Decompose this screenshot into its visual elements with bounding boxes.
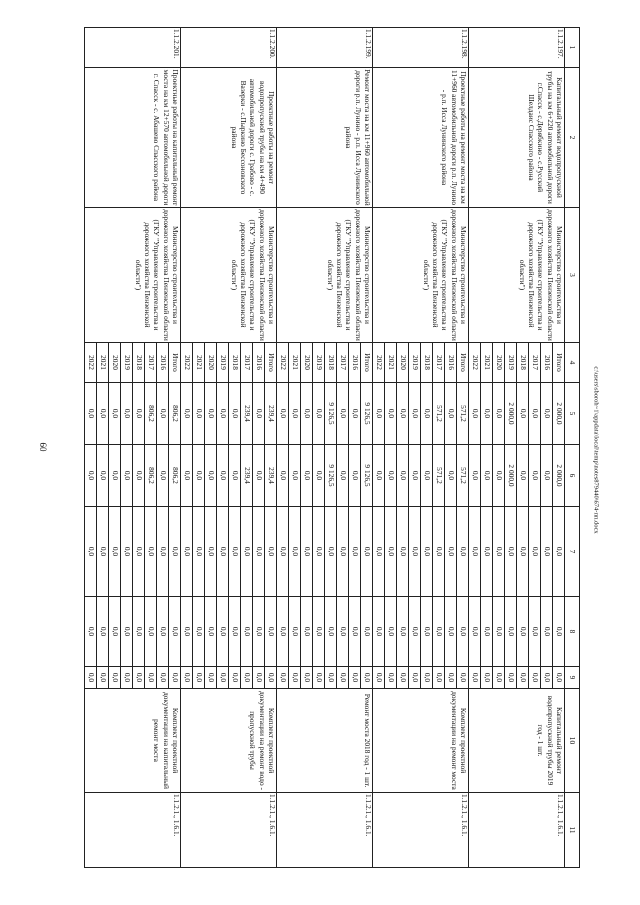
local-budget-cell: 0,0 [289, 597, 301, 667]
other-sources-cell: 0,0 [445, 667, 457, 689]
local-budget-cell: 0,0 [373, 597, 385, 667]
other-sources-cell: 0,0 [397, 667, 409, 689]
total-amount-cell: 0,0 [97, 383, 109, 445]
expected-result-cell: Ремонт моста 2018 год - 1 шт. [277, 689, 373, 793]
local-budget-cell: 0,0 [229, 597, 241, 667]
regional-budget-cell: 0,0 [349, 445, 361, 507]
local-budget-cell: 0,0 [517, 597, 529, 667]
total-amount-cell: 0,0 [469, 383, 481, 445]
local-budget-cell: 0,0 [169, 597, 181, 667]
year-cell: 2016 [157, 343, 169, 383]
indicator-reference-cell: 1.1.2.1., 1.6.1. [181, 793, 277, 868]
measure-name-cell: Ремонт моста на км 11+960 автомобильной дороги р.п. Лунино - р.п. Исса Лунинского района [277, 68, 373, 208]
other-sources-cell: 0,0 [301, 667, 313, 689]
total-amount-cell: 0,0 [277, 383, 289, 445]
other-sources-cell: 0,0 [157, 667, 169, 689]
federal-budget-cell: 0,0 [145, 507, 157, 597]
other-sources-cell: 0,0 [193, 667, 205, 689]
year-cell: 2022 [373, 343, 385, 383]
measure-name-cell: Капитальный ремонт водопропускной трубы на км 6+220 автомобильной дороги г.Спасск - с.Дерябкино - с.Русский Шелдаис Спасского района [469, 68, 565, 208]
local-budget-cell: 0,0 [301, 597, 313, 667]
total-amount-cell: 0,0 [421, 383, 433, 445]
total-amount-cell: 0,0 [529, 383, 541, 445]
local-budget-cell: 0,0 [133, 597, 145, 667]
other-sources-cell: 0,0 [169, 667, 181, 689]
year-cell: 2021 [193, 343, 205, 383]
year-cell: 2019 [313, 343, 325, 383]
total-amount-cell: 239,4 [241, 383, 253, 445]
regional-budget-cell: 571,2 [433, 445, 445, 507]
other-sources-cell: 0,0 [421, 667, 433, 689]
regional-budget-cell: 0,0 [229, 445, 241, 507]
federal-budget-cell: 0,0 [541, 507, 553, 597]
executor-cell: Министерство строительства и дорожного хозяйства Пензенской области (ГКУ "Управление строительства и дорожного хозяйства Пензенской области") [277, 208, 373, 343]
table-row [361, 28, 373, 868]
regional-budget-cell: 0,0 [205, 445, 217, 507]
regional-budget-cell: 571,2 [457, 445, 469, 507]
regional-budget-cell: 0,0 [121, 445, 133, 507]
column-header: 4 [565, 343, 580, 383]
federal-budget-cell: 0,0 [409, 507, 421, 597]
local-budget-cell: 0,0 [193, 597, 205, 667]
other-sources-cell: 0,0 [349, 667, 361, 689]
year-cell: Итого [457, 343, 469, 383]
regional-budget-cell: 0,0 [469, 445, 481, 507]
measure-code-cell: 1.1.2.199. [277, 28, 373, 68]
total-amount-cell: 0,0 [193, 383, 205, 445]
federal-budget-cell: 0,0 [169, 507, 181, 597]
total-amount-cell: 0,0 [121, 383, 133, 445]
local-budget-cell: 0,0 [253, 597, 265, 667]
other-sources-cell: 0,0 [109, 667, 121, 689]
year-cell: 2021 [289, 343, 301, 383]
federal-budget-cell: 0,0 [301, 507, 313, 597]
program-measures-table [84, 27, 580, 868]
total-amount-cell: 0,0 [133, 383, 145, 445]
regional-budget-cell: 0,0 [193, 445, 205, 507]
other-sources-cell: 0,0 [505, 667, 517, 689]
other-sources-cell: 0,0 [361, 667, 373, 689]
total-amount-cell: 571,2 [457, 383, 469, 445]
year-cell: 2021 [97, 343, 109, 383]
local-budget-cell: 0,0 [265, 597, 277, 667]
other-sources-cell: 0,0 [217, 667, 229, 689]
executor-cell: Министерство строительства и дорожного хозяйства Пензенской области (ГКУ "Управление строительства и дорожного хозяйства Пензенской области") [85, 208, 181, 343]
total-amount-cell: 2 000,0 [505, 383, 517, 445]
year-cell: 2019 [217, 343, 229, 383]
measure-code-cell: 1.1.2.198. [373, 28, 469, 68]
year-cell: 2022 [85, 343, 97, 383]
executor-cell: Министерство строительства и дорожного хозяйства Пензенской области (ГКУ "Управление строительства и дорожного хозяйства Пензенской области") [469, 208, 565, 343]
federal-budget-cell: 0,0 [313, 507, 325, 597]
total-amount-cell: 0,0 [541, 383, 553, 445]
regional-budget-cell: 2 000,0 [505, 445, 517, 507]
other-sources-cell: 0,0 [541, 667, 553, 689]
federal-budget-cell: 0,0 [229, 507, 241, 597]
federal-budget-cell: 0,0 [109, 507, 121, 597]
year-cell: 2016 [349, 343, 361, 383]
other-sources-cell: 0,0 [133, 667, 145, 689]
other-sources-cell: 0,0 [265, 667, 277, 689]
regional-budget-cell: 0,0 [157, 445, 169, 507]
total-amount-cell: 0,0 [349, 383, 361, 445]
regional-budget-cell: 0,0 [421, 445, 433, 507]
other-sources-cell: 0,0 [241, 667, 253, 689]
year-cell: 2020 [301, 343, 313, 383]
other-sources-cell: 0,0 [97, 667, 109, 689]
other-sources-cell: 0,0 [373, 667, 385, 689]
other-sources-cell: 0,0 [469, 667, 481, 689]
total-amount-cell: 0,0 [493, 383, 505, 445]
federal-budget-cell: 0,0 [241, 507, 253, 597]
expected-result-cell: Комплект проектной документации на ремонт водо - пропускной трубы [181, 689, 277, 793]
federal-budget-cell: 0,0 [445, 507, 457, 597]
federal-budget-cell: 0,0 [553, 507, 565, 597]
local-budget-cell: 0,0 [493, 597, 505, 667]
federal-budget-cell: 0,0 [157, 507, 169, 597]
regional-budget-cell: 0,0 [133, 445, 145, 507]
year-cell: 2022 [181, 343, 193, 383]
regional-budget-cell: 0,0 [253, 445, 265, 507]
year-cell: 2017 [145, 343, 157, 383]
indicator-reference-cell: 1.1.2.1., 1.6.1. [469, 793, 565, 868]
regional-budget-cell: 0,0 [397, 445, 409, 507]
local-budget-cell: 0,0 [337, 597, 349, 667]
local-budget-cell: 0,0 [349, 597, 361, 667]
measure-name-cell: Проектные работы на ремонт моста на км 11+960 автомобильной дороги р.п. Лунино - р.п. Исса Лунинского района [373, 68, 469, 208]
total-amount-cell: 806,2 [169, 383, 181, 445]
year-cell: 2020 [109, 343, 121, 383]
total-amount-cell: 0,0 [229, 383, 241, 445]
other-sources-cell: 0,0 [337, 667, 349, 689]
local-budget-cell: 0,0 [433, 597, 445, 667]
column-header: 2 [565, 68, 580, 208]
local-budget-cell: 0,0 [421, 597, 433, 667]
federal-budget-cell: 0,0 [193, 507, 205, 597]
regional-budget-cell: 0,0 [493, 445, 505, 507]
other-sources-cell: 0,0 [529, 667, 541, 689]
header-row [565, 28, 580, 868]
local-budget-cell: 0,0 [445, 597, 457, 667]
total-amount-cell: 0,0 [181, 383, 193, 445]
regional-budget-cell: 2 000,0 [553, 445, 565, 507]
federal-budget-cell: 0,0 [277, 507, 289, 597]
other-sources-cell: 0,0 [385, 667, 397, 689]
other-sources-cell: 0,0 [181, 667, 193, 689]
federal-budget-cell: 0,0 [181, 507, 193, 597]
year-cell: 2020 [205, 343, 217, 383]
year-cell: 2016 [445, 343, 457, 383]
year-cell: 2020 [397, 343, 409, 383]
regional-budget-cell: 0,0 [97, 445, 109, 507]
column-header: 9 [565, 667, 580, 689]
regional-budget-cell: 9 126,5 [325, 445, 337, 507]
federal-budget-cell: 0,0 [529, 507, 541, 597]
column-header: 7 [565, 507, 580, 597]
federal-budget-cell: 0,0 [337, 507, 349, 597]
federal-budget-cell: 0,0 [205, 507, 217, 597]
local-budget-cell: 0,0 [145, 597, 157, 667]
regional-budget-cell: 0,0 [385, 445, 397, 507]
regional-budget-cell: 0,0 [85, 445, 97, 507]
total-amount-cell: 0,0 [481, 383, 493, 445]
year-cell: 2019 [121, 343, 133, 383]
federal-budget-cell: 0,0 [373, 507, 385, 597]
year-cell: 2016 [253, 343, 265, 383]
table-row [265, 28, 277, 868]
year-cell: 2016 [541, 343, 553, 383]
local-budget-cell: 0,0 [457, 597, 469, 667]
year-cell: 2019 [505, 343, 517, 383]
regional-budget-cell: 0,0 [301, 445, 313, 507]
local-budget-cell: 0,0 [409, 597, 421, 667]
year-cell: 2019 [409, 343, 421, 383]
regional-budget-cell: 9 126,5 [361, 445, 373, 507]
local-budget-cell: 0,0 [361, 597, 373, 667]
column-header: 8 [565, 597, 580, 667]
regional-budget-cell: 0,0 [529, 445, 541, 507]
local-budget-cell: 0,0 [529, 597, 541, 667]
total-amount-cell: 0,0 [217, 383, 229, 445]
federal-budget-cell: 0,0 [265, 507, 277, 597]
year-cell: Итого [265, 343, 277, 383]
year-cell: 2021 [481, 343, 493, 383]
indicator-reference-cell: 1.1.2.1., 1.6.1. [277, 793, 373, 868]
executor-cell: Министерство строительства и дорожного хозяйства Пензенской области (ГКУ "Управление строительства и дорожного хозяйства Пензенской области") [181, 208, 277, 343]
expected-result-cell: Капитальный ремонт водопропускной трубы 2019 год - 1 шт. [469, 689, 565, 793]
other-sources-cell: 0,0 [313, 667, 325, 689]
other-sources-cell: 0,0 [229, 667, 241, 689]
federal-budget-cell: 0,0 [505, 507, 517, 597]
total-amount-cell: 0,0 [313, 383, 325, 445]
executor-cell: Министерство строительства и дорожного хозяйства Пензенской области (ГКУ "Управление строительства и дорожного хозяйства Пензенской области") [373, 208, 469, 343]
total-amount-cell: 0,0 [157, 383, 169, 445]
year-cell: 2018 [229, 343, 241, 383]
local-budget-cell: 0,0 [109, 597, 121, 667]
federal-budget-cell: 0,0 [433, 507, 445, 597]
regional-budget-cell: 239,4 [265, 445, 277, 507]
measure-code-cell: 1.1.2.201. [85, 28, 181, 68]
rotated-table-container [60, 27, 580, 867]
table-row [457, 28, 469, 868]
measure-name-cell: Проектные работы на капитальный ремонт моста на км 12+570 автомобильной дороги г. Спасск - с. Абашево Спасского района [85, 68, 181, 208]
federal-budget-cell: 0,0 [457, 507, 469, 597]
local-budget-cell: 0,0 [157, 597, 169, 667]
footer-file-path: c:\users\sboroh~1\appdata\local\temp\notes879440\674-пп.docx [592, 366, 600, 534]
column-header: 11 [565, 793, 580, 868]
local-budget-cell: 0,0 [481, 597, 493, 667]
year-cell: Итого [553, 343, 565, 383]
regional-budget-cell: 0,0 [445, 445, 457, 507]
other-sources-cell: 0,0 [457, 667, 469, 689]
regional-budget-cell: 0,0 [541, 445, 553, 507]
column-header: 1 [565, 28, 580, 68]
local-budget-cell: 0,0 [541, 597, 553, 667]
other-sources-cell: 0,0 [289, 667, 301, 689]
total-amount-cell: 0,0 [397, 383, 409, 445]
local-budget-cell: 0,0 [325, 597, 337, 667]
other-sources-cell: 0,0 [517, 667, 529, 689]
local-budget-cell: 0,0 [181, 597, 193, 667]
regional-budget-cell: 0,0 [409, 445, 421, 507]
total-amount-cell: 0,0 [409, 383, 421, 445]
year-cell: Итого [361, 343, 373, 383]
total-amount-cell: 0,0 [445, 383, 457, 445]
year-cell: 2018 [517, 343, 529, 383]
total-amount-cell: 0,0 [289, 383, 301, 445]
other-sources-cell: 0,0 [253, 667, 265, 689]
total-amount-cell: 0,0 [373, 383, 385, 445]
year-cell: Итого [169, 343, 181, 383]
regional-budget-cell: 0,0 [313, 445, 325, 507]
other-sources-cell: 0,0 [493, 667, 505, 689]
column-header: 3 [565, 208, 580, 343]
year-cell: 2022 [277, 343, 289, 383]
local-budget-cell: 0,0 [553, 597, 565, 667]
regional-budget-cell: 239,4 [241, 445, 253, 507]
year-cell: 2020 [493, 343, 505, 383]
federal-budget-cell: 0,0 [385, 507, 397, 597]
regional-budget-cell: 0,0 [181, 445, 193, 507]
measure-code-cell: 1.1.2.197. [469, 28, 565, 68]
year-cell: 2021 [385, 343, 397, 383]
local-budget-cell: 0,0 [313, 597, 325, 667]
total-amount-cell: 2 000,0 [553, 383, 565, 445]
other-sources-cell: 0,0 [409, 667, 421, 689]
total-amount-cell: 0,0 [301, 383, 313, 445]
expected-result-cell: Комплект проектной документации на ремонт моста [373, 689, 469, 793]
local-budget-cell: 0,0 [85, 597, 97, 667]
other-sources-cell: 0,0 [145, 667, 157, 689]
other-sources-cell: 0,0 [277, 667, 289, 689]
local-budget-cell: 0,0 [397, 597, 409, 667]
measure-code-cell: 1.1.2.200. [181, 28, 277, 68]
table-row [553, 28, 565, 868]
total-amount-cell: 571,2 [433, 383, 445, 445]
regional-budget-cell: 0,0 [337, 445, 349, 507]
local-budget-cell: 0,0 [217, 597, 229, 667]
federal-budget-cell: 0,0 [97, 507, 109, 597]
local-budget-cell: 0,0 [121, 597, 133, 667]
other-sources-cell: 0,0 [325, 667, 337, 689]
other-sources-cell: 0,0 [85, 667, 97, 689]
local-budget-cell: 0,0 [505, 597, 517, 667]
regional-budget-cell: 0,0 [289, 445, 301, 507]
table-row [169, 28, 181, 868]
column-header: 10 [565, 689, 580, 793]
indicator-reference-cell: 1.1.2.1., 1.6.1. [85, 793, 181, 868]
federal-budget-cell: 0,0 [469, 507, 481, 597]
local-budget-cell: 0,0 [205, 597, 217, 667]
federal-budget-cell: 0,0 [133, 507, 145, 597]
year-cell: 2017 [529, 343, 541, 383]
regional-budget-cell: 0,0 [517, 445, 529, 507]
year-cell: 2017 [241, 343, 253, 383]
regional-budget-cell: 806,2 [145, 445, 157, 507]
local-budget-cell: 0,0 [241, 597, 253, 667]
local-budget-cell: 0,0 [469, 597, 481, 667]
indicator-reference-cell: 1.1.2.1., 1.6.1. [373, 793, 469, 868]
year-cell: 2022 [469, 343, 481, 383]
federal-budget-cell: 0,0 [421, 507, 433, 597]
regional-budget-cell: 806,2 [169, 445, 181, 507]
regional-budget-cell: 0,0 [109, 445, 121, 507]
column-header: 6 [565, 445, 580, 507]
column-header: 5 [565, 383, 580, 445]
federal-budget-cell: 0,0 [289, 507, 301, 597]
year-cell: 2018 [421, 343, 433, 383]
year-cell: 2017 [433, 343, 445, 383]
federal-budget-cell: 0,0 [325, 507, 337, 597]
total-amount-cell: 0,0 [337, 383, 349, 445]
total-amount-cell: 0,0 [253, 383, 265, 445]
total-amount-cell: 0,0 [85, 383, 97, 445]
total-amount-cell: 9 126,5 [361, 383, 373, 445]
regional-budget-cell: 0,0 [217, 445, 229, 507]
federal-budget-cell: 0,0 [253, 507, 265, 597]
other-sources-cell: 0,0 [553, 667, 565, 689]
federal-budget-cell: 0,0 [493, 507, 505, 597]
federal-budget-cell: 0,0 [361, 507, 373, 597]
regional-budget-cell: 0,0 [373, 445, 385, 507]
local-budget-cell: 0,0 [385, 597, 397, 667]
year-cell: 2018 [133, 343, 145, 383]
local-budget-cell: 0,0 [97, 597, 109, 667]
measure-name-cell: Проектные работы на ремонт водопропускной трубы на км 4+490 автомобильной дороги с. Грабово - с. Вазерки - с.Пыркино Бессоновского района [181, 68, 277, 208]
total-amount-cell: 0,0 [385, 383, 397, 445]
expected-result-cell: Комплект проектной документации на капитальный ремонт моста [85, 689, 181, 793]
other-sources-cell: 0,0 [481, 667, 493, 689]
total-amount-cell: 0,0 [517, 383, 529, 445]
total-amount-cell: 806,2 [145, 383, 157, 445]
local-budget-cell: 0,0 [277, 597, 289, 667]
federal-budget-cell: 0,0 [85, 507, 97, 597]
federal-budget-cell: 0,0 [349, 507, 361, 597]
other-sources-cell: 0,0 [205, 667, 217, 689]
federal-budget-cell: 0,0 [397, 507, 409, 597]
federal-budget-cell: 0,0 [121, 507, 133, 597]
regional-budget-cell: 0,0 [481, 445, 493, 507]
year-cell: 2017 [337, 343, 349, 383]
total-amount-cell: 0,0 [109, 383, 121, 445]
other-sources-cell: 0,0 [121, 667, 133, 689]
other-sources-cell: 0,0 [433, 667, 445, 689]
federal-budget-cell: 0,0 [517, 507, 529, 597]
page-number: 60 [38, 442, 48, 452]
total-amount-cell: 239,4 [265, 383, 277, 445]
total-amount-cell: 0,0 [205, 383, 217, 445]
year-cell: 2018 [325, 343, 337, 383]
federal-budget-cell: 0,0 [217, 507, 229, 597]
total-amount-cell: 9 126,5 [325, 383, 337, 445]
regional-budget-cell: 0,0 [277, 445, 289, 507]
federal-budget-cell: 0,0 [481, 507, 493, 597]
